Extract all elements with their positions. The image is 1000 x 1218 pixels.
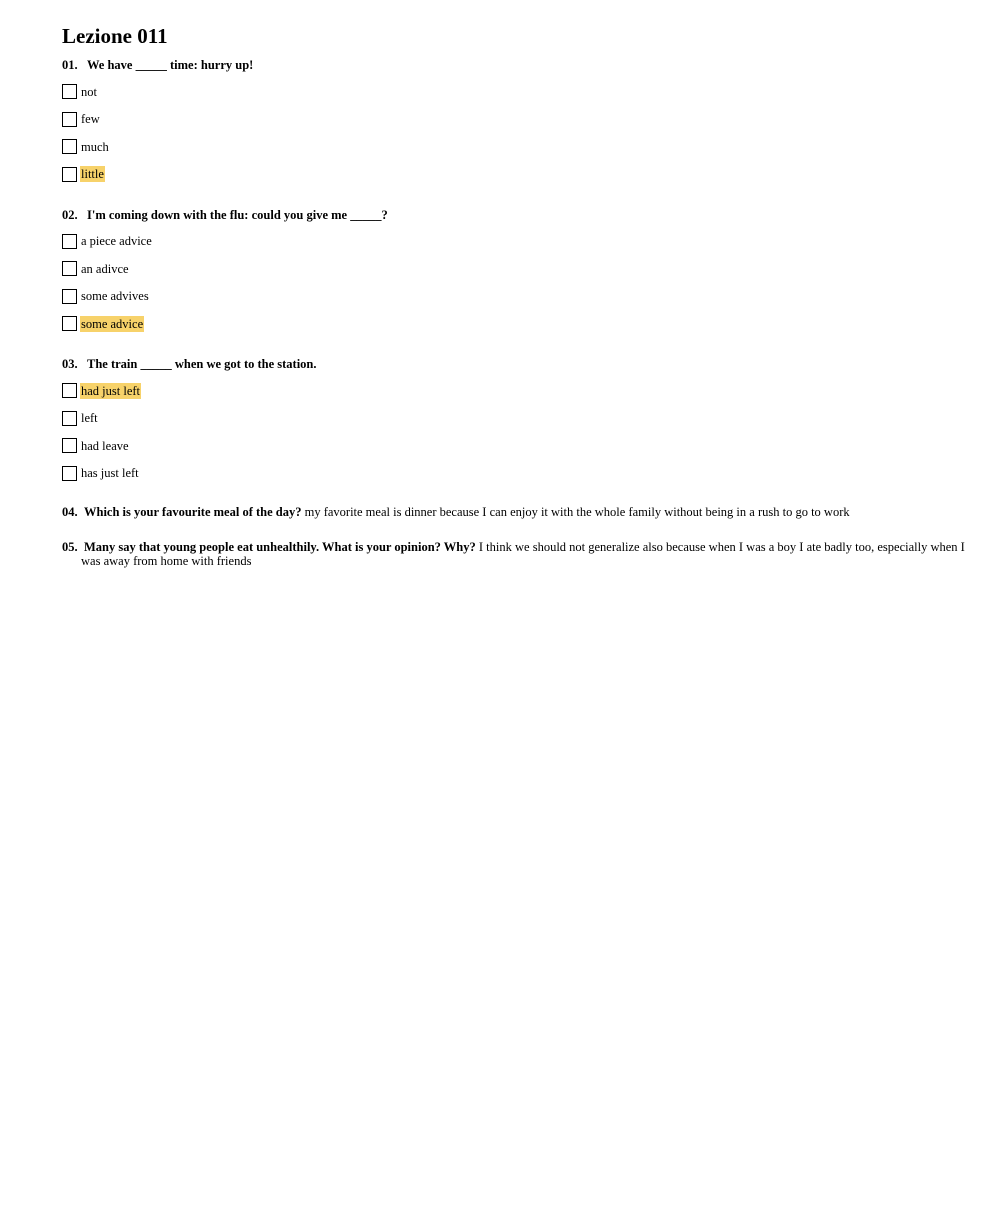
checkbox[interactable]	[62, 438, 77, 453]
answer-option[interactable]	[62, 288, 974, 305]
answer-text: I think we should not generalize also because when I was a boy I ate badly too, especially when I was away from home with friends	[81, 540, 965, 568]
checkbox[interactable]	[62, 261, 77, 276]
answer-option[interactable]	[62, 437, 974, 454]
option-label-highlighted: had just left	[81, 383, 141, 398]
option-label-highlighted: little	[81, 167, 104, 181]
question-text: We have _____ time: hurry up!	[87, 58, 254, 72]
option-label: a piece advice	[81, 234, 152, 248]
question-number: 03.	[62, 357, 78, 371]
answer-option[interactable]	[62, 260, 974, 277]
answer-option[interactable]	[62, 465, 974, 482]
answer-option[interactable]	[62, 111, 974, 128]
checkbox[interactable]	[62, 139, 77, 154]
option-label: few	[81, 112, 100, 126]
checkbox[interactable]	[62, 234, 77, 249]
question-01	[62, 57, 974, 183]
question-number: 01.	[62, 58, 78, 72]
option-label: had leave	[81, 438, 129, 453]
question-text: Many say that young people eat unhealthily. What is your opinion? Why?	[84, 540, 476, 554]
checkbox[interactable]	[62, 167, 77, 182]
option-label-highlighted: some advice	[81, 316, 144, 331]
answer-option[interactable]	[62, 410, 974, 427]
option-label: not	[81, 84, 97, 99]
question-number: 02.	[62, 207, 78, 222]
checkbox[interactable]	[62, 383, 77, 398]
question-text: Which is your favourite meal of the day?	[84, 504, 302, 519]
question-prompt	[62, 57, 974, 73]
option-label: left	[81, 411, 98, 425]
checkbox[interactable]	[62, 112, 77, 127]
checkbox[interactable]	[62, 316, 77, 331]
option-label: an adivce	[81, 261, 129, 276]
answer-option[interactable]	[62, 83, 974, 100]
document-page	[62, 24, 974, 590]
question-number: 04.	[62, 504, 78, 519]
option-label: much	[81, 139, 109, 154]
answer-option[interactable]	[62, 315, 974, 332]
answer-option[interactable]	[62, 166, 974, 183]
question-03	[62, 356, 974, 482]
page-title: Lezione 011	[62, 24, 168, 48]
option-label: has just left	[81, 466, 139, 480]
question-text: I'm coming down with the flu: could you give me _____?	[87, 207, 388, 222]
checkbox[interactable]	[62, 466, 77, 481]
question-02	[62, 207, 974, 333]
question-prompt	[62, 356, 974, 372]
question-05	[62, 541, 974, 568]
question-text: The train _____ when we got to the station.	[87, 357, 317, 371]
checkbox[interactable]	[62, 289, 77, 304]
question-prompt	[62, 207, 974, 223]
question-04	[62, 506, 974, 520]
answer-option[interactable]	[62, 382, 974, 399]
answer-option[interactable]	[62, 233, 974, 250]
answer-option[interactable]	[62, 138, 974, 155]
checkbox[interactable]	[62, 84, 77, 99]
answer-text: my favorite meal is dinner because I can enjoy it with the whole family without being in a rush to go to work	[304, 504, 850, 519]
option-label: some advives	[81, 289, 149, 303]
question-number: 05.	[62, 540, 78, 554]
checkbox[interactable]	[62, 411, 77, 426]
